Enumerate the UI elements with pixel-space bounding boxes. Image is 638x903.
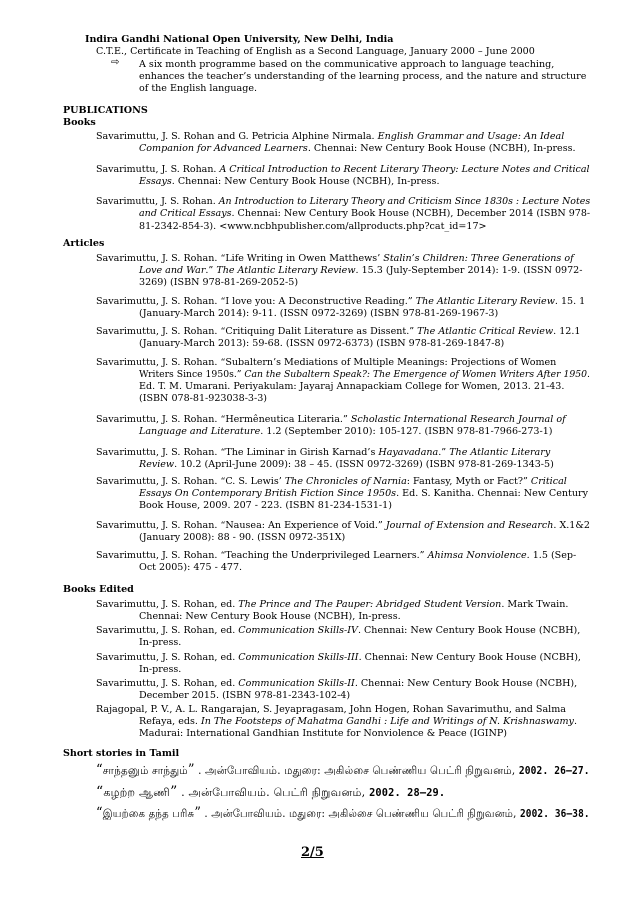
institution-name: Indira Gandhi National Open University, New Delhi, India — [85, 34, 394, 45]
edited-entry-cont: In-press. — [139, 637, 182, 648]
article-entry-cont: Writers Since 1950s.” Can the Subaltern Speak?: The Emergence of Women Writers After 1950. — [139, 369, 590, 380]
book-entry-cont: and Critical Essays. Chennai: New Century Book House (NCBH), December 2014 (ISBN 978- — [139, 208, 591, 219]
article-entry: Savarimuttu, J. S. Rohan. “C. S. Lewis’ The Chronicles of Narnia: Fantasy, Myth or Fact?” Critical — [96, 476, 567, 487]
short-story-entry: “சாந்தனும் சாந்தும்” . அன்போவியம். மதுரை: அகில்சை பெண்ணிய பெட்ரி நிறுவனம், 2002. 26–27. — [96, 762, 590, 778]
course-title: C.T.E., Certificate in Teaching of English as a Second Language, January 2000 – June 2000 — [96, 46, 535, 57]
edited-entry-cont: Refaya, eds. In The Footsteps of Mahatma Gandhi : Life and Writings of N. Krishnaswamy. — [139, 716, 577, 727]
books-edited-heading: Books Edited — [63, 584, 134, 595]
article-entry-cont: Language and Literature. 1.2 (September 2010): 105-127. (ISBN 978-81-7966-273-1) — [139, 426, 553, 437]
edited-entry: Savarimuttu, J. S. Rohan, ed. Communication Skills-IV. Chennai: New Century Book House (NCBH), — [96, 625, 581, 636]
edited-entry: Savarimuttu, J. S. Rohan, ed. Communication Skills-III. Chennai: New Century Book House (NCBH), — [96, 652, 581, 663]
short-story-entry: “கழற்ற ஆணி” . அன்போவியம். பெட்ரி நிறுவனம், 2002. 28–29. — [96, 784, 446, 800]
books-heading: Books — [63, 117, 96, 128]
course-description-line: A six month programme based on the communicative approach to language teaching, — [139, 59, 555, 70]
article-entry-cont: Ed. T. M. Umarani. Periyakulam: Jayaraj Annapackiam College for Women, 2013. 21-43. — [139, 381, 565, 392]
short-story-entry: “இயற்கை தந்த பரிசு” . அன்போவியம். மதுரை: அகில்சை பெண்ணிய பெட்ரி நிறுவனம், 2002. 36–38. — [96, 805, 590, 821]
edited-entry: Savarimuttu, J. S. Rohan, ed. The Prince and The Pauper: Abridged Student Version. Mark Twain. — [96, 599, 569, 610]
course-description-line: enhances the teacher’s understanding of the learning process, and the nature and structure — [139, 71, 587, 82]
book-entry-url: 81-2342-854-3). <www.ncbhpublisher.com/allproducts.php?cat_id=17> — [139, 221, 487, 232]
edited-entry-cont: Chennai: New Century Book House (NCBH), In-press. — [139, 611, 401, 622]
publications-heading: PUBLICATIONS — [63, 105, 148, 116]
page-number: 2/5 — [301, 845, 324, 860]
book-entry: Savarimuttu, J. S. Rohan. An Introduction to Literary Theory and Criticism Since 1830s : Lecture Notes — [96, 196, 591, 207]
article-entry-cont: (January 2008): 88 - 90. (ISSN 0972-351X) — [139, 532, 346, 543]
edited-entry-cont: In-press. — [139, 664, 182, 675]
book-entry: Savarimuttu, J. S. Rohan and G. Petricia Alphine Nirmala. English Grammar and Usage: An Ideal — [96, 131, 565, 142]
article-entry: Savarimuttu, J. S. Rohan. “Hermêneutica Literaria.” Scholastic International Research Journal of — [96, 414, 566, 425]
edited-entry: Rajagopal, P. V., A. L. Rangarajan, S. Jeyapragasam, John Hogen, Rohan Savarimuthu, and Salma — [96, 704, 566, 715]
article-entry-cont: Review. 10.2 (April-June 2009): 38 – 45. (ISSN 0972-3269) (ISBN 978-81-269-1343-5) — [139, 459, 554, 470]
article-entry: Savarimuttu, J. S. Rohan. “I love you: A Deconstructive Reading.” The Atlantic Literary Review. 15. 1 — [96, 296, 586, 307]
course-description-line: of the English language. — [139, 83, 258, 94]
article-entry: Savarimuttu, J. S. Rohan. “Subaltern’s Mediations of Multiple Meanings: Projections of Women — [96, 357, 557, 368]
book-entry-cont: Companion for Advanced Learners. Chennai: New Century Book House (NCBH), In-press. — [139, 143, 576, 154]
article-entry: Savarimuttu, J. S. Rohan. “The Liminar in Girish Karnad’s Hayavadana.” The Atlantic Literary — [96, 447, 551, 458]
article-entry-cont: Book House, 2009. 207 - 223. (ISBN 81-234-1531-1) — [139, 500, 392, 511]
book-entry: Savarimuttu, J. S. Rohan. A Critical Introduction to Recent Literary Theory: Lecture Notes and Critical — [96, 164, 590, 175]
book-entry-cont: Essays. Chennai: New Century Book House (NCBH), In-press. — [139, 176, 440, 187]
articles-heading: Articles — [63, 238, 105, 249]
edited-entry: Savarimuttu, J. S. Rohan, ed. Communication Skills-II. Chennai: New Century Book House (NCBH), — [96, 678, 578, 689]
edited-entry-cont: Madurai: International Gandhian Institute for Nonviolence & Peace (IGINP) — [139, 728, 508, 739]
edited-entry-cont: December 2015. (ISBN 978-81-2343-102-4) — [139, 690, 351, 701]
article-entry: Savarimuttu, J. S. Rohan. “Life Writing in Owen Matthews’ Stalin’s Children: Three Generations of — [96, 253, 574, 264]
article-entry: Savarimuttu, J. S. Rohan. “Critiquing Dalit Literature as Dissent.” The Atlantic Critical Review. 12.1 — [96, 326, 581, 337]
arrow-bullet-icon: ⇨ — [111, 57, 120, 68]
article-entry-cont: 3269) (ISBN 978-81-269-2052-5) — [139, 277, 299, 288]
article-entry: Savarimuttu, J. S. Rohan. “Nausea: An Experience of Void.” Journal of Extension and Research. X.1&2 — [96, 520, 590, 531]
article-entry: Savarimuttu, J. S. Rohan. “Teaching the Underprivileged Learners.” Ahimsa Nonviolence. 1.5 (Sep- — [96, 550, 577, 561]
article-entry-cont: Oct 2005): 475 - 477. — [139, 562, 243, 573]
article-entry-cont: Essays On Contemporary British Fiction Since 1950s. Ed. S. Kanitha. Chennai: New Century — [139, 488, 588, 499]
article-entry-cont: (ISBN 078-81-923038-3-3) — [139, 393, 268, 404]
article-entry-cont: (January-March 2014): 9-11. (ISSN 0972-3269) (ISBN 978-81-269-1967-3) — [139, 308, 499, 319]
article-entry-cont: Love and War.” The Atlantic Literary Review. 15.3 (July-September 2014): 1-9. (ISSN 0972- — [139, 265, 583, 276]
article-entry-cont: (January-March 2013): 59-68. (ISSN 0972-6373) (ISBN 978-81-269-1847-8) — [139, 338, 505, 349]
short-stories-heading: Short stories in Tamil — [63, 748, 180, 759]
